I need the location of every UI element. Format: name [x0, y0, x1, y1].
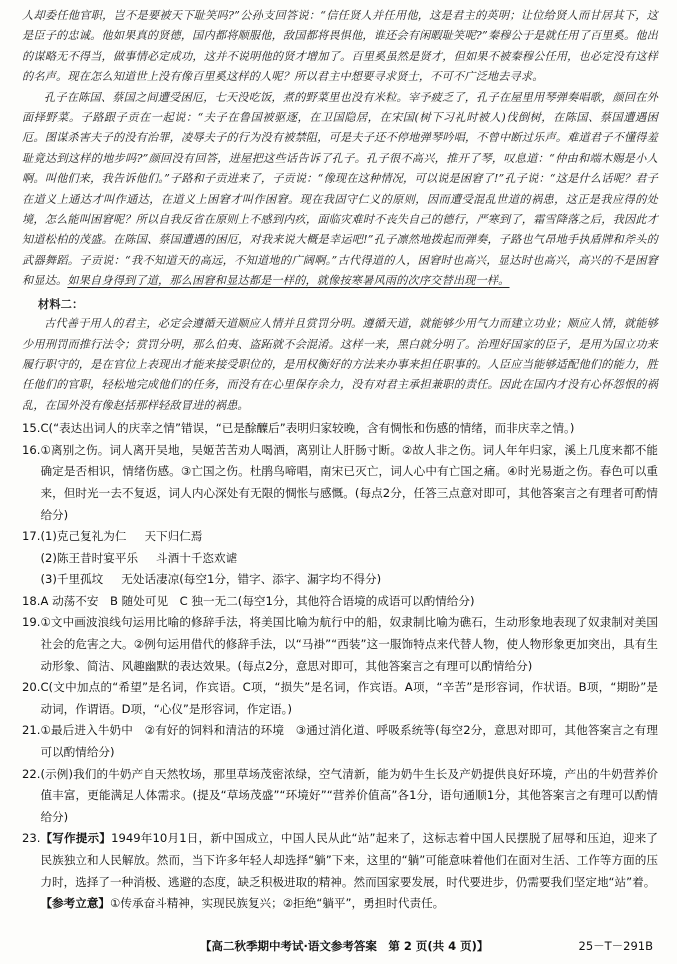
answer-text: ①文中画波浪线句运用比喻的修辞手法，将美国比喻为航行中的船，奴隶制比喻为礁石，生动形象地表现了奴隶制对美国社会的危害之大。②例句运用借代的修辞手法，以“马褂”“西装”这一服饰特点来代替人物，使人物形象更加突出，具有生动形象、简洁、风趣幽默的表达效果。(每点2分，意思对即可，其他答案言之有理可以酌情给分)	[40, 615, 658, 673]
answer-text	[40, 828, 658, 914]
answer-text: C(“表达出词人的庆幸之情”错误，“已是酴醾后”表明归家较晚，含有惆怅和伤感的情绪，而非庆幸之情。)	[40, 421, 575, 436]
answer-list	[22, 418, 658, 915]
material-2-title: 材料二：	[38, 296, 84, 311]
writing-tip-text: 1949年10月1日，新中国成立，中国人民从此“站”起来了，这标志着中国人民摆脱了屈辱和压迫，迎来了民族独立和人民解放。然而，当下许多年轻人却选择“躺”下来，这里的“躺”可能意味着他们在面对生活、工作等方面的压力时，选择了一种消极、逃避的态度，缺乏积极进取的精神。然而国家要发展，时代要进步，仍需要我们坚定地“站”着。	[40, 831, 658, 889]
question-number: 23.	[22, 831, 41, 846]
answer-17-2b: 斗酒十千恣欢谑	[156, 550, 238, 565]
answer-18	[22, 591, 658, 613]
answer-17-3a: (3)千里孤坟	[40, 572, 104, 587]
passage-translation	[22, 6, 658, 416]
question-number: 16.	[22, 442, 41, 457]
answer-17-1a: (1)克己复礼为仁	[40, 529, 127, 544]
answer-text: (示例)我们的牛奶产自天然牧场，那里草场茂密浓绿，空气清新，能为奶牛生长及产奶提供良好环境，产出的牛奶营养价值丰富，更能满足人体需求。(提及“草场茂盛”“环境好”“营养价值高”各1分，语句通顺1分，其他答案言之有理可以酌情给分)	[40, 766, 658, 824]
answer-text: ①离别之伤。词人离开吴地，吴姬苦苦劝人喝酒，离别让人肝肠寸断。②故人非之伤。词人年年归家，溪上几度来都不能确定是否相识，情绪伤感。③亡国之伤。杜鹃鸟啼唱，南宋已灭亡，词人心中有亡国之痛。④时光易逝之伤。春色可以重来，但时光一去不复返，词人内心深处有无限的惆怅与感慨。(每点2分，任答三点意对即可，其他答案言之有理者可酌情给分)	[40, 442, 658, 522]
writing-tip-label: 【写作提示】	[40, 831, 112, 846]
answer-key-page	[22, 6, 658, 915]
answer-16	[22, 440, 658, 526]
passage-paragraph-2	[22, 88, 658, 292]
question-number: 20.	[22, 680, 41, 695]
answer-20	[22, 677, 658, 720]
question-number: 21.	[22, 723, 41, 738]
answer-17-3b: 无处话凄凉(每空1分，错字、添字、漏字均不得分)	[121, 572, 382, 587]
answer-17-2a: (2)陈王昔时宴平乐	[40, 550, 139, 565]
answer-23	[22, 828, 658, 914]
answer-17-line-3	[40, 572, 381, 586]
answer-15	[22, 418, 658, 440]
answer-17-1b: 天下归仁焉	[144, 529, 203, 544]
answer-17-line-1	[40, 529, 202, 543]
paper-code: 25－T－291B	[578, 939, 653, 953]
question-number: 17.	[22, 529, 41, 544]
passage-paragraph-3: 古代善于用人的君主，必定会遵循天道顺应人情并且赏罚分明。遵循天道，就能够少用气力而建立功业；顺应人情，就能够少用刑罚而推行法令；赏罚分明，那么伯夷、盗跖就不会混淆。这样一来，黑白就分明了。治理好国家的臣子，是用为国立功来履行职守的，是在官位上表现出才能来接受职位的，是用权衡好的方法来办事来担任职事的。人臣应当能够适配他们的能力，胜任他们的官职，轻松地完成他们的任务，而没有在心里保存余力，没有对君主承担兼职的责任。因此在国内才没有心怀怨恨的祸乱，在国外没有像赵括那样轻敌冒进的祸患。	[22, 317, 658, 412]
question-number: 18.	[22, 593, 41, 608]
wavy-underlined-sentence: 如果自身得到了道，那么困窘和显达都是一样的，就像按寒暑风雨的次序交替出现一样。	[67, 274, 510, 288]
question-number: 15.	[22, 421, 41, 436]
answer-text	[40, 526, 658, 591]
answer-22	[22, 764, 658, 829]
answer-17-line-2	[40, 551, 237, 565]
footer-title: 【高二秋季期中考试·语文参考答案 第 2 页(共 4 页)】	[200, 939, 489, 953]
reference-idea-label: 【参考立意】	[40, 896, 111, 911]
question-number: 22.	[22, 766, 41, 781]
answer-text: A 动荡不安 B 随处可见 C 独一无二(每空1分，其他符合语境的成语可以酌情给分)	[40, 593, 475, 608]
passage-paragraph-1: 人却委任他官职，岂不是要被天下耻笑吗?”公孙支回答说：“信任贤人并任用他，这是君主的英明；让位给贤人而甘居其下，这是臣子的忠诚。他如果真的贤德，国内都将顺服他，敌国都将畏惧他，谁还会有闲暇耻笑呢?”秦穆公于是就任用了百里奚。他出的谋略无不得当，做事情必定成功，这并不说明他的贤才增加了。百里奚虽然是贤才，但如果不被秦穆公任用，也必定没有这样的名声。现在怎么知道世上没有像百里奚这样的人呢？所以君主中想要寻求贤士，不可不广泛地去寻求。	[22, 9, 658, 84]
passage-paragraph-2-main: 孔子在陈国、蔡国之间遭受困厄，七天没吃饭，煮的野菜里也没有米粒。宰予疲乏了，孔子在屋里用琴弹奏唱歌，颜回在外面择野菜。子路跟子贡在一起说：“夫子在鲁国被驱逐，在卫国隐居，在宋国(树下习礼时被人)伐倒树，在陈国、蔡国遭遇困厄。图谋杀害夫子的没有治罪，凌辱夫子的行为没有被禁阻，可是夫子还不停地弹琴吟唱，不曾中断过乐声。难道君子不懂得羞耻竟达到这样的地步吗?”颜回没有回答，进屋把这些话告诉了孔子。孔子很不高兴，推开了琴，叹息道：“仲由和端木赐是小人啊。叫他们来，我告诉他们。”子路和子贡进来了，子贡说：“像现在这种情况，可以说是困窘了!”孔子说：“这是什么话呢？君子在道义上通达才叫作通达，在道义上困窘才叫作困窘。现在我固守仁义的原则，因而遭受混乱世道的祸患，这正是我应得的处境，怎么能叫困窘呢？所以自我反省在原则上不感到内疚，面临灾难时不丧失自己的德行，严寒到了，霜雪降落之后，我因此才知道松柏的茂盛。在陈国、蔡国遭遇的困厄，对我来说大概是幸运吧!”孔子凛然地拨起而弹奏，子路也气昂地手执盾牌和斧头的武器舞蹈。子贡说：“我不知道天的高远，不知道地的广阔啊。”古代得道的人，困窘时也高兴，显达时也高兴，高兴的不是困窘和显达。	[22, 90, 658, 288]
reference-idea-text: ①传承奋斗精神，实现民族复兴；②拒绝“躺平”，勇担时代责任。	[110, 896, 445, 911]
answer-17	[22, 526, 658, 591]
answer-21	[22, 720, 658, 763]
answer-text: ①最后进入牛奶中 ②有好的饲料和清洁的环境 ③通过消化道、呼吸系统等(每空2分，意思对即可，其他答案言之有理可以酌情给分)	[40, 723, 658, 760]
answer-text: C(文中加点的“希望”是名词，作宾语。C项，“损失”是名词，作宾语。A项，“辛苦”是形容词，作状语。B项，“期盼”是动词，作谓语。D项，“心仪”是形容词，作定语。)	[40, 680, 658, 716]
answer-19	[22, 612, 658, 677]
question-number: 19.	[22, 615, 41, 630]
